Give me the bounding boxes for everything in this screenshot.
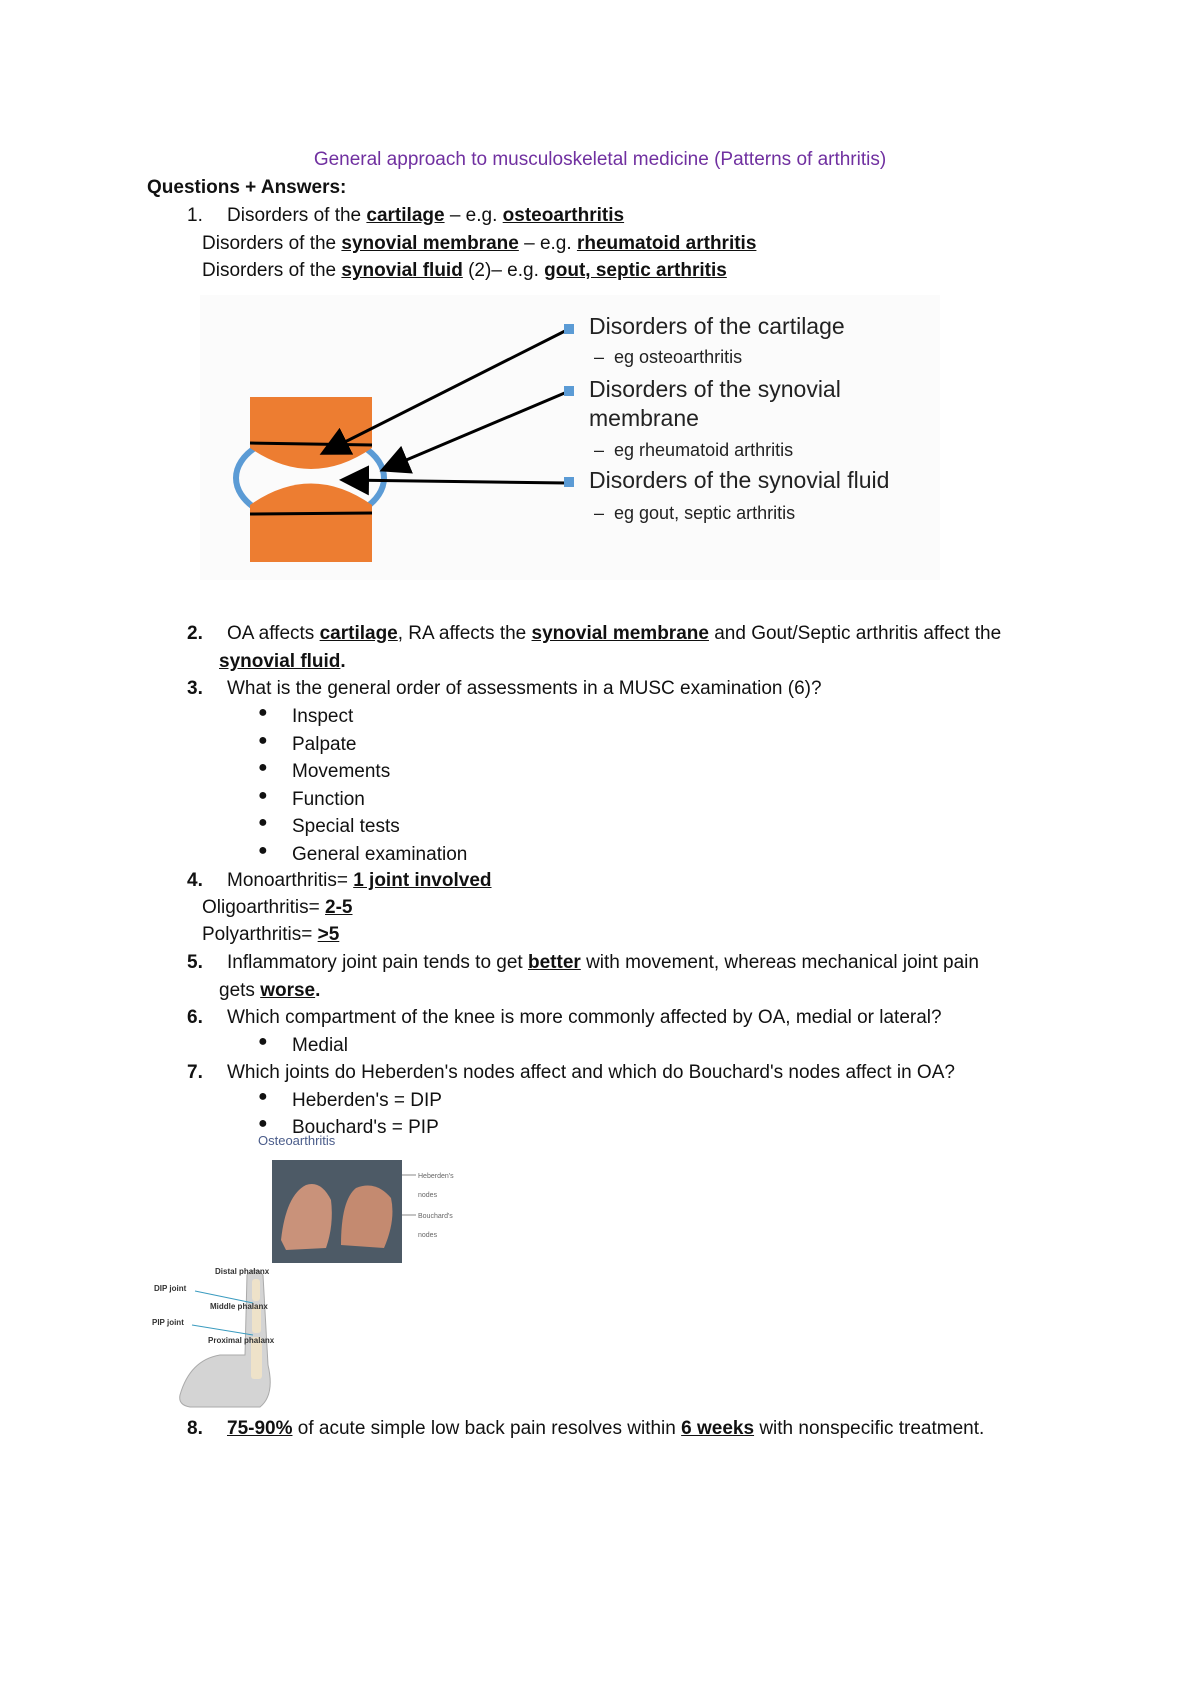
hands-label-3: Bouchard's	[418, 1213, 453, 1220]
q1-line3	[202, 260, 727, 282]
diagram-bullet-3	[564, 477, 574, 487]
q1-line1	[187, 205, 624, 227]
lower-bone	[250, 484, 372, 563]
joint-diagram	[200, 295, 940, 580]
diagram-heading-2b: membrane	[589, 405, 699, 431]
q1-l3-mid: (2)– e.g.	[462, 260, 545, 281]
label-dip-joint: DIP joint	[154, 1284, 187, 1293]
q6-question	[187, 1007, 942, 1029]
diagram-heading-2a: Disorders of the synovial	[589, 376, 841, 402]
q5-number: 5.	[187, 952, 203, 973]
q3-bullet-dot-3: ●	[258, 759, 268, 776]
q8-term-2: 6 weeks	[681, 1418, 755, 1439]
q4-line1	[187, 870, 492, 892]
q7-number: 7.	[187, 1062, 203, 1083]
q1-l1-text: Disorders of the	[227, 205, 367, 226]
q2-text-1: OA affects	[227, 623, 320, 644]
lower-cartilage-line	[250, 513, 372, 514]
label-distal-phalanx: Distal phalanx	[215, 1267, 270, 1276]
q7-bullet-2: Bouchard's = PIP	[292, 1117, 439, 1138]
q1-l1-term: cartilage	[366, 205, 445, 226]
q8-text-1: of acute simple low back pain resolves within	[292, 1418, 682, 1439]
q8-term-1: 75-90%	[227, 1418, 293, 1439]
q4-l2-text: Oligoarthritis=	[202, 897, 326, 918]
q7-question	[187, 1062, 955, 1084]
q4-line3	[202, 924, 339, 946]
q2-number: 2.	[187, 623, 203, 644]
q4-l3-text: Polyarthritis=	[202, 924, 318, 945]
q1-l2-text: Disorders of the	[202, 233, 342, 254]
q2-text-4: .	[340, 651, 346, 672]
q4-l2-value: 2-5	[325, 897, 353, 918]
q5-text-2: with movement, whereas mechanical joint pain	[580, 952, 979, 973]
q1-l2-mid: – e.g.	[518, 233, 577, 254]
label-middle-phalanx: Middle phalanx	[210, 1302, 268, 1311]
q3-bullet-dot-4: ●	[258, 787, 268, 804]
q7-bullet-dot-1: ●	[258, 1088, 268, 1105]
q4-line2	[202, 897, 353, 919]
q3-bullet-dot-6: ●	[258, 842, 268, 859]
q3-number: 3.	[187, 678, 203, 699]
q8-number: 8.	[187, 1418, 203, 1439]
diagram-sub-3: – eg gout, septic arthritis	[594, 503, 796, 523]
q1-l2-example: rheumatoid arthritis	[576, 233, 757, 254]
diagram-sub-2: – eg rheumatoid arthritis	[594, 440, 794, 460]
q2-term-3: synovial fluid	[219, 651, 341, 672]
hands-label-4: nodes	[418, 1232, 438, 1239]
q4-l1-value: 1 joint involved	[353, 870, 492, 891]
finger-anatomy-image	[150, 1265, 295, 1410]
q1-line2	[202, 233, 756, 255]
q2-line2	[219, 651, 346, 673]
q5-line2	[219, 980, 320, 1002]
q6-bullet-dot-1: ●	[258, 1033, 268, 1050]
q2-text-3: and Gout/Septic arthritis affect the	[708, 623, 1002, 644]
hands-caption: Osteoarthritis	[258, 1133, 336, 1148]
distal-phalanx-bone	[252, 1279, 260, 1301]
q3-bullet-1: Inspect	[292, 706, 354, 727]
q6-number: 6.	[187, 1007, 203, 1028]
q6-bullet-1: Medial	[292, 1035, 348, 1056]
q1-l1-mid: – e.g.	[444, 205, 503, 226]
hands-label-2: nodes	[418, 1192, 438, 1199]
upper-cartilage-line	[250, 443, 372, 445]
diagram-bullet-1	[564, 324, 574, 334]
q2-term-2: synovial membrane	[531, 623, 709, 644]
q5-text-3: gets	[219, 980, 261, 1001]
q5-line1	[187, 952, 979, 974]
q3-bullet-3: Movements	[292, 761, 391, 782]
q4-l3-value: >5	[317, 924, 340, 945]
q4-number: 4.	[187, 870, 203, 891]
label-pip-joint: PIP joint	[152, 1318, 184, 1327]
q7-bullet-dot-2: ●	[258, 1115, 268, 1132]
q3-bullet-5: Special tests	[292, 816, 400, 837]
q3-bullet-4: Function	[292, 789, 365, 810]
q2-line1	[187, 623, 1001, 645]
q1-number: 1.	[187, 205, 203, 226]
q3-bullet-dot-2: ●	[258, 732, 268, 749]
hands-label-1: Heberden's	[418, 1173, 454, 1180]
q4-l1-text: Monoarthritis=	[227, 870, 354, 891]
pip-pointer	[192, 1325, 253, 1335]
diagram-heading-1: Disorders of the cartilage	[589, 313, 845, 339]
q3-bullet-2: Palpate	[292, 734, 357, 755]
q2-text-2: , RA affects the	[397, 623, 532, 644]
q3-question	[187, 678, 822, 700]
q8-line	[187, 1418, 984, 1440]
q2-term-1: cartilage	[319, 623, 398, 644]
label-proximal-phalanx: Proximal phalanx	[208, 1336, 275, 1345]
q5-text-1: Inflammatory joint pain tends to get	[227, 952, 528, 973]
q7-text: Which joints do Heberden's nodes affect and which do Bouchard's nodes affect in OA?	[227, 1062, 955, 1083]
q1-l3-text: Disorders of the	[202, 260, 342, 281]
page-title: General approach to musculoskeletal medicine (Patterns of arthritis)	[313, 149, 887, 170]
q7-bullet-1: Heberden's = DIP	[292, 1090, 442, 1111]
q1-l3-example: gout, septic arthritis	[544, 260, 727, 281]
q5-term-2: worse	[260, 980, 316, 1001]
qa-heading: Questions + Answers:	[147, 177, 347, 198]
q1-l1-example: osteoarthritis	[502, 205, 625, 226]
q1-l2-term: synovial membrane	[341, 233, 519, 254]
q6-text: Which compartment of the knee is more commonly affected by OA, medial or lateral?	[227, 1007, 942, 1028]
q8-text-2: with nonspecific treatment.	[754, 1418, 985, 1439]
q1-l3-term: synovial fluid	[341, 260, 463, 281]
q3-text: What is the general order of assessments in a MUSC examination (6)?	[227, 678, 822, 699]
q3-bullet-6: General examination	[292, 844, 468, 865]
osteoarthritis-hands-image	[256, 1130, 456, 1265]
q5-text-4: .	[315, 980, 321, 1001]
diagram-heading-3: Disorders of the synovial fluid	[589, 467, 890, 493]
upper-bone	[250, 397, 372, 469]
q3-bullet-dot-5: ●	[258, 814, 268, 831]
diagram-bullet-2	[564, 386, 574, 396]
q3-bullet-dot-1: ●	[258, 704, 268, 721]
diagram-sub-1: – eg osteoarthritis	[594, 347, 743, 367]
q5-term-1: better	[528, 952, 581, 973]
